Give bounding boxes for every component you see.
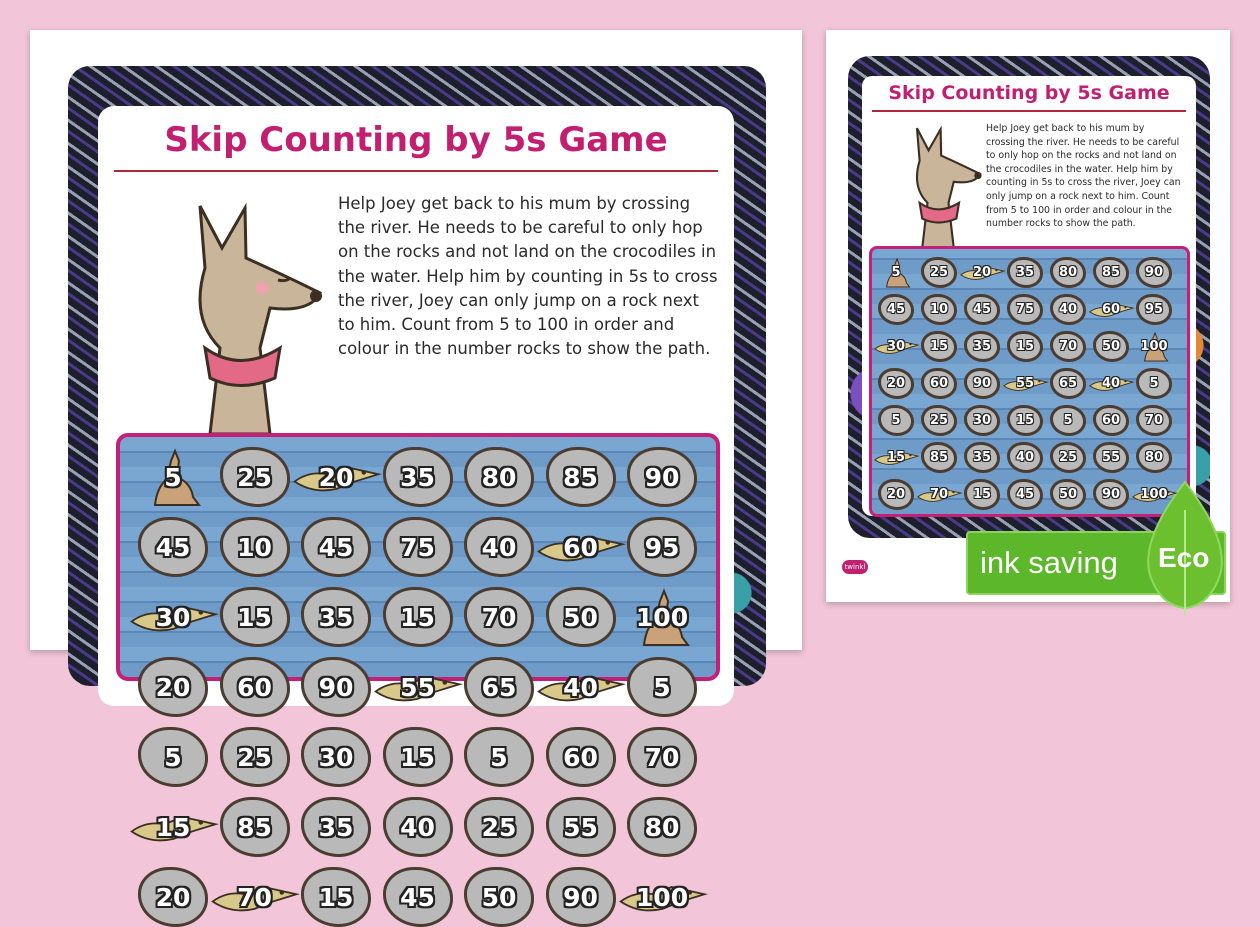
number-rock[interactable] (1093, 442, 1129, 473)
twinkl-logo: twinkl (842, 560, 868, 574)
number-rock[interactable] (1136, 294, 1172, 325)
rock-number: 70 (644, 742, 680, 772)
rock-number: 5 (164, 462, 182, 492)
number-rock[interactable] (220, 797, 290, 857)
number-rock[interactable] (1007, 479, 1043, 510)
rock-number: 85 (929, 450, 949, 465)
rock-number: 40 (400, 812, 435, 842)
kangaroo-illustration (150, 198, 330, 434)
rock-number: 90 (1101, 487, 1121, 502)
rock-number: 100 (1140, 487, 1168, 502)
rock-number: 55 (563, 812, 598, 842)
rock-number: 35 (972, 339, 992, 354)
number-rock[interactable] (383, 797, 453, 857)
rock-number: 30 (155, 602, 191, 632)
rock-number: 70 (1144, 413, 1164, 428)
crocodile-cell (535, 657, 626, 717)
rock-number: 65 (1058, 376, 1078, 391)
rock-number: 70 (481, 602, 517, 632)
rock-number: 35 (972, 450, 992, 465)
rock-number: 50 (563, 602, 598, 632)
rock-number: 25 (1058, 450, 1078, 465)
number-rock[interactable] (301, 797, 371, 857)
rock-number: 25 (929, 265, 949, 280)
crocodile-cell (873, 331, 920, 362)
rock-number: 35 (1015, 265, 1035, 280)
number-rock[interactable] (546, 797, 616, 857)
crocodile-cell (372, 657, 463, 717)
rock-number: 90 (972, 376, 992, 391)
number-rock[interactable] (1136, 368, 1172, 399)
rock-number: 60 (1101, 413, 1121, 428)
ink-saving-label: ink saving (980, 545, 1118, 580)
eco-label: Eco (1158, 542, 1210, 573)
number-rock[interactable] (1050, 442, 1086, 473)
number-rock[interactable] (964, 405, 1000, 436)
rock-number: 85 (563, 462, 598, 492)
rock-number: 60 (563, 742, 598, 772)
number-rock[interactable] (964, 479, 1000, 510)
number-rock[interactable] (1007, 331, 1043, 362)
rock-number: 20 (972, 265, 992, 280)
rock-number: 5 (891, 413, 901, 428)
number-rock[interactable] (383, 517, 453, 577)
rock-number: 75 (400, 532, 435, 562)
number-rock[interactable] (1093, 405, 1129, 436)
crocodile-cell (1002, 368, 1049, 399)
rock-number: 5 (164, 742, 182, 772)
number-rock[interactable] (301, 867, 371, 927)
rock-number: 15 (929, 339, 949, 354)
rock-number: 60 (1101, 302, 1121, 317)
rock-number: 40 (1058, 302, 1078, 317)
number-rock[interactable] (627, 797, 697, 857)
rock-number: 90 (318, 672, 354, 702)
number-rock[interactable] (964, 294, 1000, 325)
number-rock[interactable] (964, 331, 1000, 362)
number-rock[interactable] (1050, 257, 1086, 288)
number-rock[interactable] (546, 587, 616, 647)
number-rock[interactable] (464, 657, 534, 717)
number-rock[interactable] (1007, 405, 1043, 436)
number-rock[interactable] (921, 368, 957, 399)
number-rock[interactable] (1007, 442, 1043, 473)
rock-number: 70 (1058, 339, 1078, 354)
number-rock[interactable] (878, 405, 914, 436)
rock-number: 20 (155, 672, 191, 702)
rock-number: 50 (481, 882, 517, 912)
rock-number: 40 (1101, 376, 1121, 391)
number-rock[interactable] (921, 294, 957, 325)
number-rock[interactable] (1050, 368, 1086, 399)
crocodile-cell (535, 517, 626, 577)
rock-number: 45 (318, 532, 354, 562)
number-rock[interactable] (1093, 331, 1129, 362)
rock-number: 15 (155, 812, 191, 842)
instructions-text-small: Help Joey get back to his mum by crossing the river. He needs to be careful to only hop on the rocks and not land on the crocodiles in the water. Help him by counting in 5s to cross the river, Joey can only jump on a rock next to him. Count from 5 to 100 in order and colour in the number rocks to show the path. (986, 123, 1181, 230)
rock-number: 75 (1015, 302, 1035, 317)
rock-number: 25 (237, 462, 272, 492)
rock-number: 95 (644, 532, 680, 562)
number-rock[interactable] (546, 727, 616, 787)
number-rock[interactable] (138, 517, 208, 577)
rock-number: 100 (635, 602, 689, 632)
rock-number: 40 (1015, 450, 1035, 465)
rock-number: 10 (237, 532, 272, 562)
number-rock[interactable] (220, 657, 290, 717)
rock-number: 95 (1144, 302, 1164, 317)
number-rock[interactable] (1093, 479, 1129, 510)
number-rock[interactable] (464, 867, 534, 927)
rock-number: 50 (1101, 339, 1121, 354)
rock-number: 15 (1015, 339, 1035, 354)
crocodile-cell (1088, 294, 1135, 325)
worksheet-title-small: Skip Counting by 5s Game (888, 82, 1170, 104)
number-rock[interactable] (301, 587, 371, 647)
rock-number: 15 (972, 487, 992, 502)
title-divider (114, 170, 718, 172)
number-rock[interactable] (464, 587, 534, 647)
crocodile-cell (209, 867, 300, 927)
rock-number: 45 (400, 882, 435, 912)
crocodile-cell (128, 587, 219, 647)
rock-number: 10 (929, 302, 949, 317)
crocodile-cell (291, 447, 382, 507)
number-rock[interactable] (921, 405, 957, 436)
rock-number: 30 (886, 339, 906, 354)
rock-number: 85 (1101, 265, 1121, 280)
number-rock[interactable] (1050, 294, 1086, 325)
number-rock[interactable] (1050, 331, 1086, 362)
rock-number: 90 (1144, 265, 1164, 280)
number-rock[interactable] (964, 442, 1000, 473)
rock-number: 25 (929, 413, 949, 428)
crocodile-cell (873, 442, 920, 473)
rock-number: 90 (644, 462, 680, 492)
rock-number: 55 (1015, 376, 1035, 391)
title-divider-small (872, 110, 1186, 112)
rock-number: 45 (1015, 487, 1035, 502)
crocodile-cell (617, 867, 708, 927)
number-rock[interactable] (383, 727, 453, 787)
rock-number: 35 (318, 812, 354, 842)
number-rock[interactable] (546, 867, 616, 927)
rock-number: 45 (155, 532, 191, 562)
crocodile-cell (1088, 368, 1135, 399)
number-rock[interactable] (301, 727, 371, 787)
rock-number: 70 (237, 882, 272, 912)
rock-number: 20 (886, 376, 906, 391)
rock-number: 90 (563, 882, 598, 912)
number-rock[interactable] (878, 479, 914, 510)
instructions-text: Help Joey get back to his mum by crossing the river. He needs to be careful to only hop on the rocks and not land on the crocodiles in the water. Help him by counting in 5s to cross the river, Joey can only jump on a rock next to him. Count from 5 to 100 in order and colour in the number rocks to show the path. (338, 194, 718, 359)
rock-number: 70 (929, 487, 949, 502)
rock-number: 80 (481, 462, 517, 492)
rock-number: 40 (563, 672, 598, 702)
number-rock[interactable] (301, 517, 371, 577)
number-rock[interactable] (1136, 442, 1172, 473)
rock-number: 25 (481, 812, 517, 842)
rock-number: 30 (972, 413, 992, 428)
crocodile-cell (959, 257, 1006, 288)
number-rock[interactable] (878, 294, 914, 325)
rock-number: 55 (400, 672, 435, 702)
rock-number: 20 (886, 487, 906, 502)
rock-number: 15 (1015, 413, 1035, 428)
rock-number: 40 (481, 532, 517, 562)
crocodile-cell (128, 797, 219, 857)
number-rock[interactable] (138, 727, 208, 787)
number-rock[interactable] (921, 331, 957, 362)
number-rock[interactable] (220, 587, 290, 647)
number-rock[interactable] (464, 447, 534, 507)
joey-start-cell (878, 257, 914, 288)
number-rock[interactable] (220, 517, 290, 577)
rock-number: 5 (490, 742, 508, 772)
rock-number: 25 (237, 742, 272, 772)
number-rock[interactable] (921, 257, 957, 288)
number-rock[interactable] (1136, 405, 1172, 436)
number-rock[interactable] (964, 368, 1000, 399)
number-rock[interactable] (546, 447, 616, 507)
rock-number: 45 (972, 302, 992, 317)
number-rock[interactable] (138, 657, 208, 717)
rock-number: 15 (237, 602, 272, 632)
number-rock[interactable] (383, 587, 453, 647)
mum-finish-cell (627, 587, 697, 647)
number-rock[interactable] (464, 517, 534, 577)
mum-finish-cell (1136, 331, 1172, 362)
number-rock[interactable] (627, 657, 697, 717)
rock-number: 80 (644, 812, 680, 842)
number-rock[interactable] (1093, 257, 1129, 288)
rock-number: 35 (318, 602, 354, 632)
worksheet-title: Skip Counting by 5s Game (164, 120, 668, 160)
rock-number: 60 (237, 672, 272, 702)
crocodile-cell (916, 479, 963, 510)
number-rock[interactable] (220, 447, 290, 507)
crocodile-cell (1131, 479, 1178, 510)
river-grid-large (116, 433, 720, 912)
number-rock[interactable] (627, 517, 697, 577)
number-rock[interactable] (220, 727, 290, 787)
number-rock[interactable] (1007, 257, 1043, 288)
rock-number: 15 (318, 882, 354, 912)
rock-number: 5 (1149, 376, 1159, 391)
rock-number: 20 (155, 882, 191, 912)
rock-number: 85 (237, 812, 272, 842)
rock-number: 15 (400, 602, 435, 632)
number-rock[interactable] (1007, 294, 1043, 325)
river-grid-small (869, 246, 1190, 517)
rock-number: 80 (1144, 450, 1164, 465)
rock-number: 15 (400, 742, 435, 772)
rock-number: 50 (1058, 487, 1078, 502)
number-rock[interactable] (627, 727, 697, 787)
number-rock[interactable] (383, 867, 453, 927)
rock-number: 5 (653, 672, 671, 702)
number-rock[interactable] (301, 657, 371, 717)
rock-number: 100 (635, 882, 689, 912)
rock-number: 55 (1101, 450, 1121, 465)
number-rock[interactable] (921, 442, 957, 473)
rock-number: 60 (929, 376, 949, 391)
rock-number: 45 (886, 302, 906, 317)
number-rock[interactable] (627, 447, 697, 507)
rock-number: 20 (318, 462, 354, 492)
number-rock[interactable] (383, 447, 453, 507)
number-rock[interactable] (464, 727, 534, 787)
number-rock[interactable] (464, 797, 534, 857)
number-rock[interactable] (1050, 479, 1086, 510)
rock-number: 100 (1140, 339, 1168, 354)
rock-number: 30 (318, 742, 354, 772)
joey-start-cell (138, 447, 208, 507)
number-rock[interactable] (1136, 257, 1172, 288)
rock-number: 15 (886, 450, 906, 465)
number-rock[interactable] (878, 368, 914, 399)
rock-number: 80 (1058, 265, 1078, 280)
rock-number: 5 (1063, 413, 1073, 428)
rock-number: 60 (563, 532, 598, 562)
rock-number: 5 (891, 265, 901, 280)
rock-number: 65 (481, 672, 517, 702)
number-rock[interactable] (1050, 405, 1086, 436)
kangaroo-illustration-small (890, 124, 986, 248)
number-rock[interactable] (138, 867, 208, 927)
rock-number: 35 (400, 462, 435, 492)
